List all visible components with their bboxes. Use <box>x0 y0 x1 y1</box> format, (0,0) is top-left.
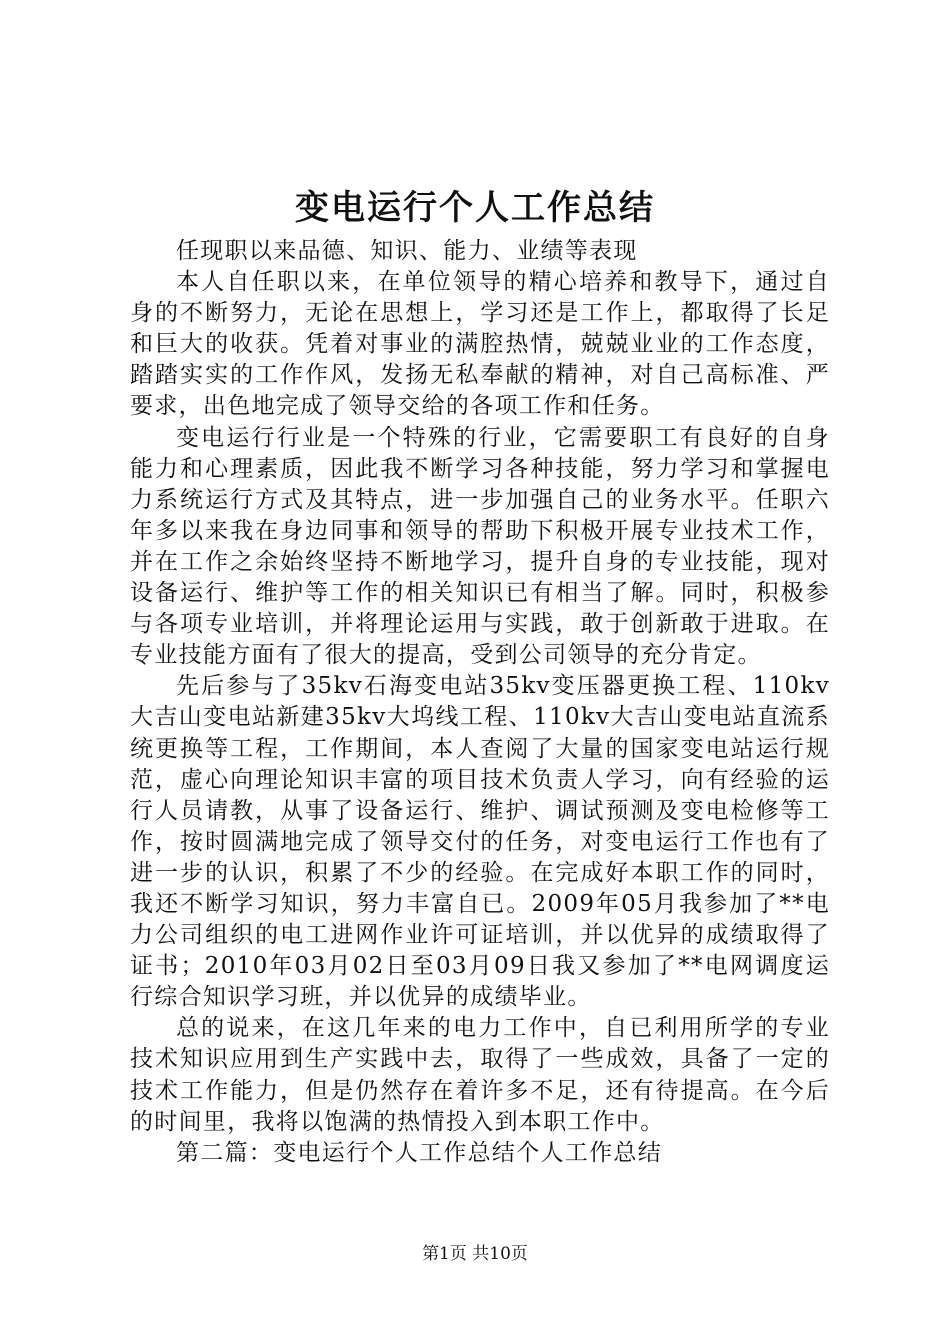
paragraph: 本人自任职以来，在单位领导的精心培养和教导下，通过自身的不断努力，无论在思想上，学习还是工作上，都取得了长足和巨大的收获。凭着对事业的满腔热情，兢兢业业的工作态度，踏踏实实的工作作风，发扬无私奉献的精神，对自己高标准、严要求，出色地完成了领导交给的各项工作和任务。 <box>130 269 830 420</box>
paragraph: 变电运行行业是一个特殊的行业，它需要职工有良好的自身能力和心理素质，因此我不断学习各种技能，努力学习和掌握电力系统运行方式及其特点，进一步加强自己的业务水平。任职六年多以来我在身边同事和领导的帮助下积极开展专业技术工作，并在工作之余始终坚持不断地学习，提升自身的专业技能，现对设备运行、维护等工作的相关知识已有相当了解。同时，积极参与各项专业培训，并将理论运用与实践，敢于创新敢于进取。在专业技能方面有了很大的提高，受到公司领导的充分肯定。 <box>130 424 830 669</box>
paragraph: 总的说来，在这几年来的电力工作中，自已利用所学的专业技术知识应用到生产实践中去，取得了一些成效，具备了一定的技术工作能力，但是仍然存在着许多不足，还有待提高。在今后的时间里，我将以饱满的热情投入到本职工作中。 <box>130 1015 830 1135</box>
page-number-footer: 第1页 共10页 <box>422 1244 528 1264</box>
paragraph-heading: 任现职以来品德、知识、能力、业绩等表现 <box>176 238 638 264</box>
paragraph: 先后参与了35kv石海变电站35kv变压器更换工程、110kv大吉山变电站新建35kv大坞线工程、110kv大吉山变电站直流系统更换等工程，工作期间，本人查阅了大量的国家变电站运行规范，虚心向理论知识丰富的项目技术负责人学习，向有经验的运行人员请教，从事了设备运行、维护、调试预测及变电检修等工作，按时圆满地完成了领导交付的任务，对变电运行工作也有了进一步的认识，积累了不少的经验。在完成好本职工作的同时，我还不断学习知识，努力丰富自已。2009年05月我参加了**电力公司组织的电工进网作业许可证培训，并以优异的成绩取得了证书；2010年03月02日至03月09日我又参加了**电网调度运行综合知识学习班，并以优异的成绩毕业。 <box>130 673 830 1011</box>
document-body <box>130 236 830 1169</box>
paragraph-section-heading: 第二篇：变电运行个人工作总结个人工作总结 <box>176 1139 662 1166</box>
document-title: 变电运行个人工作总结 <box>295 188 655 228</box>
